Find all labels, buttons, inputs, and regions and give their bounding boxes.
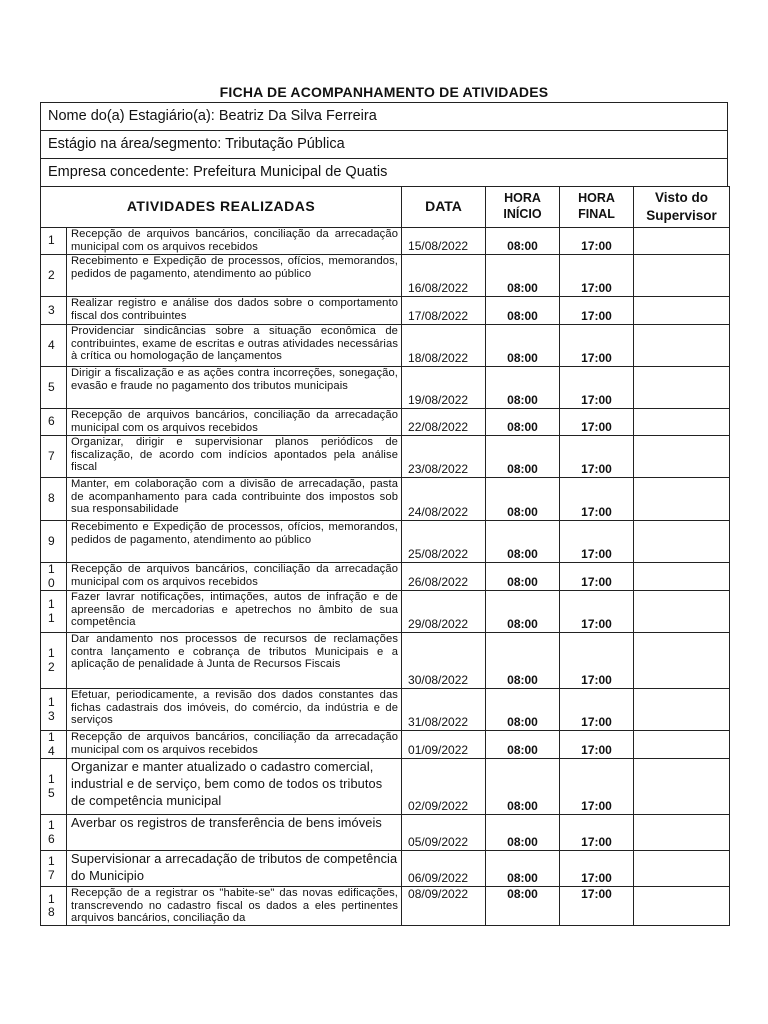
start-time: 08:00: [486, 521, 560, 563]
activities-table: [40, 186, 730, 926]
row-number: 1 3: [41, 689, 67, 731]
supervisor-signature-cell: [634, 367, 730, 409]
row-number: 1 5: [41, 759, 67, 815]
row-number: 4: [41, 325, 67, 367]
activity-description: Recepção de arquivos bancários, conciliação da arrecadação municipal com os arquivos recebidos: [67, 409, 402, 436]
activity-description: Organizar e manter atualizado o cadastro comercial, industrial e de serviço, bem como de todos os tributos de competência municipal: [67, 759, 402, 815]
supervisor-signature-cell: [634, 851, 730, 887]
activity-description: Recebimento e Expedição de processos, ofícios, memorandos, pedidos de pagamento, atendimento ao público: [67, 521, 402, 563]
table-row: [41, 478, 730, 521]
start-time: 08:00: [486, 478, 560, 521]
activity-description: Recepção de a registrar os "habite-se" das novas edificações, transcrevendo no cadastro fiscal os dados a eles pertinentes arquivos bancários, conciliação da: [67, 887, 402, 926]
row-number: 1 1: [41, 591, 67, 633]
end-time: 17:00: [560, 731, 634, 759]
start-time: 08:00: [486, 591, 560, 633]
intern-name-field: Nome do(a) Estagiário(a): Beatriz Da Silva Ferreira: [40, 102, 728, 130]
row-number: 2: [41, 255, 67, 297]
supervisor-signature-cell: [634, 633, 730, 689]
row-number: 7: [41, 436, 67, 478]
end-time: 17:00: [560, 689, 634, 731]
activity-date: 31/08/2022: [402, 689, 486, 731]
supervisor-signature-cell: [634, 228, 730, 255]
activity-date: 06/09/2022: [402, 851, 486, 887]
header-date: DATA: [402, 187, 486, 228]
table-row: [41, 731, 730, 759]
table-row: [41, 563, 730, 591]
end-time: 17:00: [560, 815, 634, 851]
start-time: 08:00: [486, 325, 560, 367]
activity-date: 24/08/2022: [402, 478, 486, 521]
start-time: 08:00: [486, 887, 560, 926]
start-time: 08:00: [486, 689, 560, 731]
activity-date: 19/08/2022: [402, 367, 486, 409]
activity-description: Manter, em colaboração com a divisão de arrecadação, pasta de acompanhamento para cada contribuinte dos impostos sob sua responsabilidade: [67, 478, 402, 521]
start-time: 08:00: [486, 851, 560, 887]
supervisor-signature-cell: [634, 815, 730, 851]
supervisor-signature-cell: [634, 731, 730, 759]
end-time: 17:00: [560, 563, 634, 591]
start-time: 08:00: [486, 563, 560, 591]
end-time: 17:00: [560, 759, 634, 815]
table-row: [41, 633, 730, 689]
start-time: 08:00: [486, 228, 560, 255]
table-row: [41, 228, 730, 255]
supervisor-signature-cell: [634, 591, 730, 633]
activity-description: Providenciar sindicâncias sobre a situação econômica de contribuintes, exame de escritas e outras atividades necessárias à crítica ou homologação de lançamentos: [67, 325, 402, 367]
host-company-field: Empresa concedente: Prefeitura Municipal de Quatis: [40, 158, 728, 186]
start-time: 08:00: [486, 815, 560, 851]
end-time: 17:00: [560, 478, 634, 521]
supervisor-signature-cell: [634, 297, 730, 325]
row-number: 1 7: [41, 851, 67, 887]
supervisor-signature-cell: [634, 325, 730, 367]
end-time: 17:00: [560, 297, 634, 325]
end-time: 17:00: [560, 436, 634, 478]
end-time: 17:00: [560, 633, 634, 689]
table-row: [41, 521, 730, 563]
start-time: 08:00: [486, 436, 560, 478]
start-time: 08:00: [486, 409, 560, 436]
table-row: [41, 436, 730, 478]
activity-date: 30/08/2022: [402, 633, 486, 689]
table-row: [41, 851, 730, 887]
supervisor-signature-cell: [634, 255, 730, 297]
activity-description: Efetuar, periodicamente, a revisão dos dados constantes das fichas cadastrais dos imóveis, do comércio, da indústria e de serviços: [67, 689, 402, 731]
table-row: [41, 409, 730, 436]
supervisor-signature-cell: [634, 521, 730, 563]
supervisor-signature-cell: [634, 887, 730, 926]
row-number: 5: [41, 367, 67, 409]
activity-date: 23/08/2022: [402, 436, 486, 478]
table-row: [41, 815, 730, 851]
activity-description: Fazer lavrar notificações, intimações, autos de infração e de apreensão de mercadorias e apetrechos no âmbito de sua competência: [67, 591, 402, 633]
table-row: [41, 367, 730, 409]
table-row: [41, 689, 730, 731]
end-time: 17:00: [560, 851, 634, 887]
row-number: 1: [41, 228, 67, 255]
end-time: 17:00: [560, 409, 634, 436]
header-end-time: HORA FINAL: [560, 187, 634, 228]
activity-date: 16/08/2022: [402, 255, 486, 297]
activity-date: 02/09/2022: [402, 759, 486, 815]
activity-date: 01/09/2022: [402, 731, 486, 759]
activity-description: Recepção de arquivos bancários, conciliação da arrecadação municipal com os arquivos recebidos: [67, 228, 402, 255]
table-row: [41, 591, 730, 633]
table-header-row: [41, 187, 730, 228]
end-time: 17:00: [560, 521, 634, 563]
end-time: 17:00: [560, 228, 634, 255]
activity-date: 26/08/2022: [402, 563, 486, 591]
activity-date: 15/08/2022: [402, 228, 486, 255]
activity-date: 08/09/2022: [402, 887, 486, 926]
start-time: 08:00: [486, 633, 560, 689]
activity-description: Dar andamento nos processos de recursos de reclamações contra lançamento e cobrança de tributos Municipais e a aplicação de penalidade à Junta de Recursos Fiscais: [67, 633, 402, 689]
row-number: 8: [41, 478, 67, 521]
start-time: 08:00: [486, 297, 560, 325]
activity-date: 17/08/2022: [402, 297, 486, 325]
end-time: 17:00: [560, 367, 634, 409]
header-start-time: HORA INÍCIO: [486, 187, 560, 228]
row-number: 6: [41, 409, 67, 436]
end-time: 17:00: [560, 325, 634, 367]
activity-date: 29/08/2022: [402, 591, 486, 633]
table-row: [41, 887, 730, 926]
end-time: 17:00: [560, 887, 634, 926]
row-number: 1 2: [41, 633, 67, 689]
row-number: 1 6: [41, 815, 67, 851]
supervisor-signature-cell: [634, 563, 730, 591]
header-supervisor-signature: Visto do Supervisor: [634, 187, 730, 228]
activity-description: Realizar registro e análise dos dados sobre o comportamento fiscal dos contribuintes: [67, 297, 402, 325]
supervisor-signature-cell: [634, 436, 730, 478]
activity-description: Dirigir a fiscalização e as ações contra incorreções, sonegação, evasão e fraude no pagamento dos tributos municipais: [67, 367, 402, 409]
header-activities: ATIVIDADES REALIZADAS: [41, 187, 402, 228]
row-number: 1 8: [41, 887, 67, 926]
start-time: 08:00: [486, 367, 560, 409]
start-time: 08:00: [486, 731, 560, 759]
row-number: 1 0: [41, 563, 67, 591]
supervisor-signature-cell: [634, 759, 730, 815]
start-time: 08:00: [486, 759, 560, 815]
table-row: [41, 255, 730, 297]
activity-description: Organizar, dirigir e supervisionar planos periódicos de fiscalização, de acordo com indícios apontados pela análise fiscal: [67, 436, 402, 478]
activity-description: Recepção de arquivos bancários, conciliação da arrecadação municipal com os arquivos recebidos: [67, 731, 402, 759]
internship-area-field: Estágio na área/segmento: Tributação Pública: [40, 130, 728, 158]
end-time: 17:00: [560, 591, 634, 633]
row-number: 1 4: [41, 731, 67, 759]
activity-description: Supervisionar a arrecadação de tributos de competência do Municipio: [67, 851, 402, 887]
activity-description: Recepção de arquivos bancários, conciliação da arrecadação municipal com os arquivos recebidos: [67, 563, 402, 591]
activity-description: Averbar os registros de transferência de bens imóveis: [67, 815, 402, 851]
supervisor-signature-cell: [634, 689, 730, 731]
activity-description: Recebimento e Expedição de processos, ofícios, memorandos, pedidos de pagamento, atendimento ao público: [67, 255, 402, 297]
activity-date: 25/08/2022: [402, 521, 486, 563]
row-number: 3: [41, 297, 67, 325]
end-time: 17:00: [560, 255, 634, 297]
activity-date: 05/09/2022: [402, 815, 486, 851]
table-row: [41, 325, 730, 367]
table-row: [41, 297, 730, 325]
table-row: [41, 759, 730, 815]
activity-date: 18/08/2022: [402, 325, 486, 367]
supervisor-signature-cell: [634, 478, 730, 521]
row-number: 9: [41, 521, 67, 563]
activity-date: 22/08/2022: [402, 409, 486, 436]
supervisor-signature-cell: [634, 409, 730, 436]
document-title: FICHA DE ACOMPANHAMENTO DE ATIVIDADES: [219, 84, 549, 100]
start-time: 08:00: [486, 255, 560, 297]
